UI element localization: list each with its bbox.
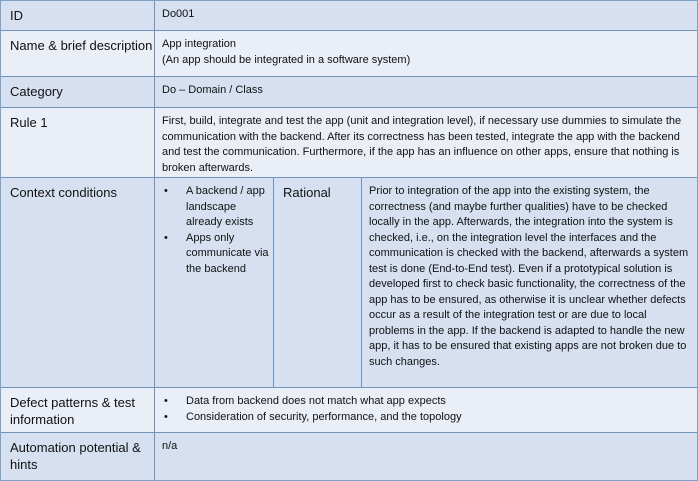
defect-item: • Data from backend does not match what app expects: [162, 394, 689, 410]
row-context-label: Context conditions: [1, 178, 155, 387]
rational-text: Prior to integration of the app into the existing system, the correctness (and maybe further qualities) have to be checked locally in the app. Afterwards, the integration into the system is checked, i.e., on the integration level the interfaces and the communication is checked with the backend, afterwards a system test is done (End-to-End test). Even if a prototypical solution is developed first to check basic functionality, the correctness of the app has to be ensured, as otherwise it is unclear whether defects occur as a result of the integration test or are due to local problems in the app. If the backend is adapted to handle the new app, it has to be ensured that existing apps are not broken due to such changes.: [369, 185, 689, 368]
row-id: [1, 1, 697, 31]
row-automation: [1, 433, 697, 480]
row-defects-label: Defect patterns & test information: [1, 388, 155, 432]
row-rule-label: Rule 1: [1, 108, 155, 177]
context-conditions-list: [156, 178, 274, 387]
row-context: [1, 178, 697, 388]
row-rule-value: First, build, integrate and test the app (unit and integration level), if necessary use dummies to simulate the communication with the backend. After its correctness has been tested, integrate the app with the backend and test the communication. Furthermore, if the app has an influence on other apps, ensure that nothing is broken afterwards.: [162, 115, 682, 174]
context-condition-item: • A backend / app landscape already exists: [162, 184, 269, 231]
row-automation-value: n/a: [162, 440, 178, 452]
rational-label: Rational: [275, 178, 362, 387]
row-category-value: Do – Domain / Class: [162, 84, 263, 96]
row-category-label: Category: [1, 77, 155, 107]
row-rule: [1, 108, 697, 178]
row-defects: [1, 388, 697, 433]
name-value-description: (An app should be integrated in a software system): [162, 53, 411, 66]
row-id-value: Do001: [162, 8, 195, 20]
row-automation-label: Automation potential & hints: [1, 433, 155, 480]
row-defects-value: [156, 388, 697, 432]
row-name-value: [156, 31, 697, 76]
row-name-label: Name & brief description: [1, 31, 155, 76]
row-category: [1, 77, 697, 108]
name-value-title: App integration: [162, 38, 236, 50]
row-name: [1, 31, 697, 77]
row-id-label: ID: [1, 1, 155, 30]
context-condition-item: • Apps only communicate via the backend: [162, 231, 269, 278]
defect-item: • Consideration of security, performance, and the topology: [162, 410, 689, 426]
